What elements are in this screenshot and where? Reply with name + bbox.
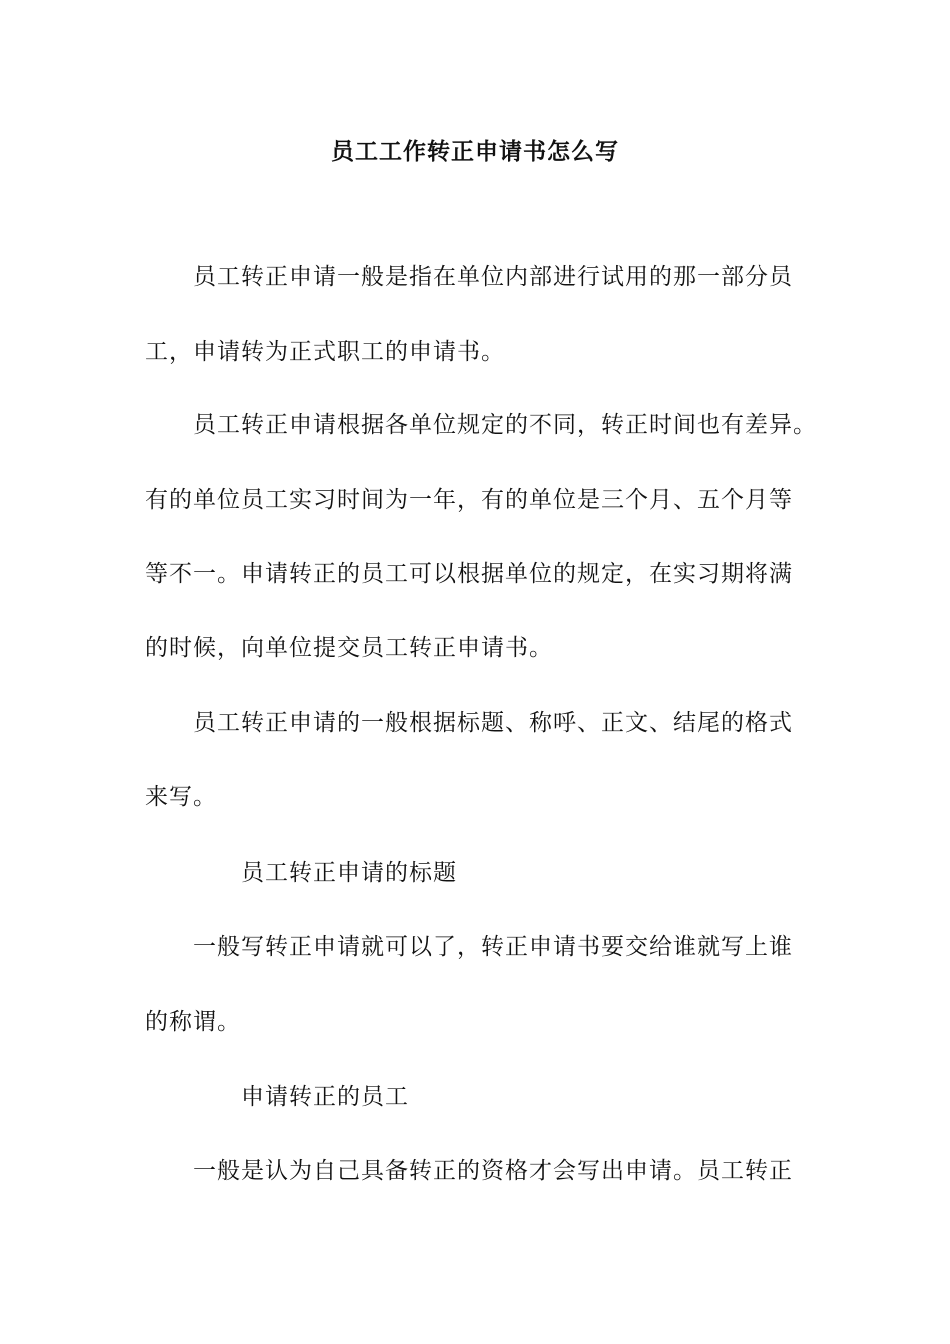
body-line: 员工转正申请根据各单位规定的不同，转正时间也有差异。: [193, 412, 817, 438]
document-title: 员工工作转正申请书怎么写: [331, 138, 619, 165]
body-line: 来写。: [145, 784, 217, 810]
body-line: 员工转正申请一般是指在单位内部进行试用的那一部分员: [193, 264, 793, 290]
body-line: 员工转正申请的一般根据标题、称呼、正文、结尾的格式: [193, 710, 793, 736]
body-line: 一般写转正申请就可以了，转正申请书要交给谁就写上谁: [193, 934, 793, 960]
body-line: 的时候，向单位提交员工转正申请书。: [145, 635, 553, 661]
section-heading: 申请转正的员工: [241, 1084, 409, 1110]
body-line: 一般是认为自己具备转正的资格才会写出申请。员工转正: [193, 1158, 793, 1184]
body-line: 等不一。申请转正的员工可以根据单位的规定，在实习期将满: [145, 561, 793, 587]
body-line: 有的单位员工实习时间为一年，有的单位是三个月、五个月等: [145, 487, 793, 513]
section-heading: 员工转正申请的标题: [241, 860, 457, 886]
body-line: 的称谓。: [145, 1009, 241, 1035]
body-line: 工，申请转为正式职工的申请书。: [145, 339, 505, 365]
